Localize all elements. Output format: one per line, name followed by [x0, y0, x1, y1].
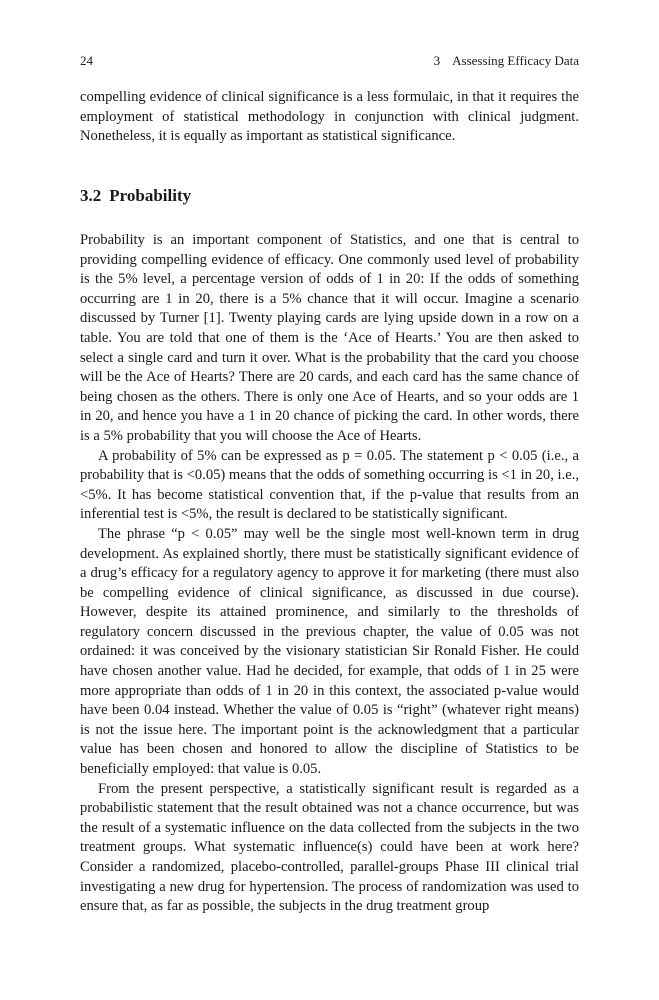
section-body	[80, 231, 579, 917]
paragraph: Probability is an important component of Statistics, and one that is central to providing compelling evidence of efficacy. One commonly used level of probability is the 5% level, a percentage version of odds of 1 in 20: If the odds of something occurring are 1 in 20, there is a 5% chance that it will occur. Imagine a scenario discussed by Turner [1]. Twenty playing cards are lying upside down in a row on a table. You are told that one of them is the ‘Ace of Hearts.’ You are then asked to select a single card and turn it over. What is the probability that the card you choose will be the Ace of Hearts? There are 20 cards, and each card has the same chance of being chosen as the others. There is only one Ace of Hearts, and so your odds are 1 in 20, and hence you have a 1 in 20 chance of picking the card. In other words, there is a 5% probability that you will choose the Ace of Hearts.	[80, 232, 579, 444]
chapter-reference	[434, 53, 579, 69]
paragraph: A probability of 5% can be expressed as p = 0.05. The statement p < 0.05 (i.e., a probability that is <0.05) means that the odds of something occurring is <1 in 20, i.e., <5%. It has become statistical convention that, if the p-value that results from an inferential test is <5%, the result is declared to be statistically significant.	[80, 447, 579, 523]
page-number: 24	[80, 53, 93, 68]
intro-block	[80, 88, 579, 147]
chapter-number: 3	[433, 53, 441, 68]
chapter-title: Assessing Efficacy Data	[452, 53, 579, 68]
section-title: Probability	[109, 186, 192, 205]
section-heading	[80, 185, 191, 207]
intro-paragraph: compelling evidence of clinical significance is a less formulaic, in that it requires the employment of statistical methodology in conjunction with clinical judgment. Nonetheless, it is equally as important as statistical significance.	[80, 89, 579, 145]
paragraph: The phrase “p < 0.05” may well be the single most well-known term in drug development. As explained shortly, there must be statistically significant evidence of a drug’s efficacy for a regulatory agency to approve it for marketing (there must also be compelling evidence of clinical significance, as discussed in due course). However, despite its attained prominence, and similarly to the thresholds of regulatory concern discussed in the previous chapter, the value of 0.05 was not ordained: it was conceived by the visionary statistician Sir Ronald Fisher. He could have chosen another value. Had he decided, for example, that odds of 1 in 25 were more appropriate than odds of 1 in 20 in this context, the associated p-value would have been 0.04 instead. Whether the value of 0.05 is “right” (whatever right means) is not the issue here. The important point is the acknowledgment that a particular value has been chosen and honored to allow the discipline of Statistics to be beneficially employed: that value is 0.05.	[80, 525, 579, 778]
paragraph: From the present perspective, a statistically significant result is regarded as a probabilistic statement that the result obtained was not a chance occurrence, but was the result of a systematic influence on the data collected from the subjects in the two treatment groups. What systematic influence(s) could have been at work here? Consider a randomized, placebo-controlled, parallel-groups Phase III clinical trial investigating a new drug for hypertension. The process of randomization was used to ensure that, as far as possible, the subjects in the drug treatment group	[80, 780, 579, 915]
section-number: 3.2	[80, 186, 102, 205]
